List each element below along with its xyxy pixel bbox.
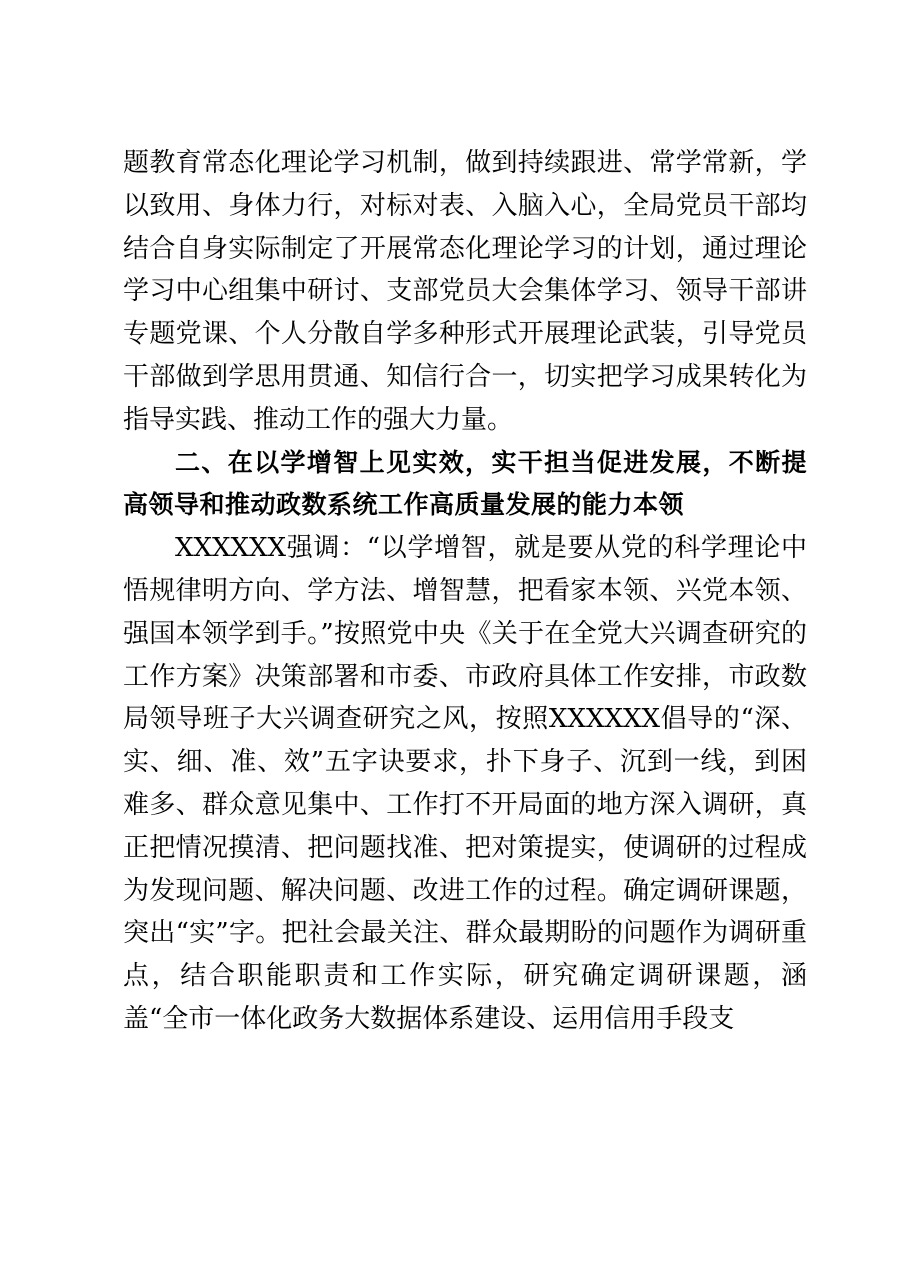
body-paragraph-1: 题教育常态化理论学习机制，做到持续跟进、常学常新，学以致用、身体力行，对标对表、入脑入心，全局党员干部均结合自身实际制定了开展常态化理论学习的计划，通过理论学习中心组集中研讨、支部党员大会集体学习、领导干部讲专题党课、个人分散自学多种形式开展理论武装，引导党员干部做到学思用贯通、知信行合一，切实把学习成果转化为指导实践、推动工作的强大力量。 [123,148,807,435]
document-body [123,142,807,1041]
body-paragraph-2: XXXXXX强调：“以学增智，就是要从党的科学理论中悟规律明方向、学方法、增智慧，把看家本领、兴党本领、强国本领学到手。”按照党中央《关于在全党大兴调查研究的工作方案》决策部署和市委、市政府具体工作安排，市政数局领导班子大兴调查研究之风，按照XXXXXX倡导的“深、实、细、准、效”五字诀要求，扑下身子、沉到一线，到困难多、群众意见集中、工作打不开局面的地方深入调研，真正把情况摸清、把问题找准、把对策提实，使调研的过程成为发现问题、解决问题、改进工作的过程。确定调研课题，突出“实”字。把社会最关注、群众最期盼的问题作为调研重点，结合职能职责和工作实际，研究确定调研课题，涵盖“全市一体化政务大数据体系建设、运用信用手段支 [123,533,807,1034]
section-heading-2: 二、在以学增智上见实效，实干担当促进发展，不断提高领导和推动政数系统工作高质量发展的能力本领 [123,447,807,520]
